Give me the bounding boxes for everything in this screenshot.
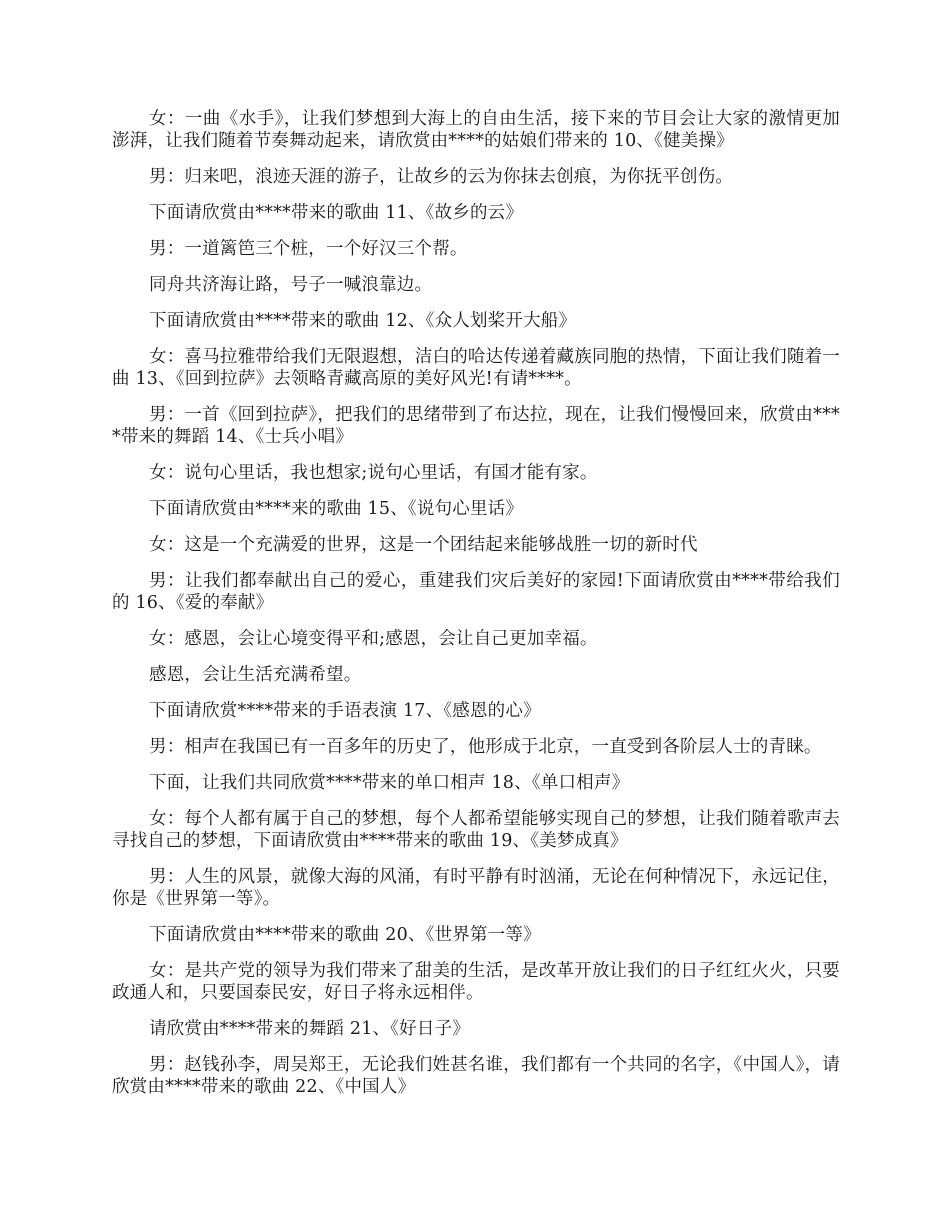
paragraph: 感恩，会让生活充满希望。 bbox=[149, 665, 362, 685]
paragraph: 女：每个人都有属于自己的梦想，每个人都希望能够实现自己的梦想，让我们随着歌声去寻找自己的梦想，下面请欣赏由****带来的歌曲 19、《美梦成真》 bbox=[112, 809, 840, 851]
paragraph: 男：让我们都奉献出自己的爱心，重建我们灾后美好的家园!下面请欣赏由****带给我们的 16、《爱的奉献》 bbox=[112, 571, 840, 613]
paragraph: 女：说句心里话，我也想家;说句心里话，有国才能有家。 bbox=[149, 463, 598, 483]
paragraph: 下面请欣赏****带来的手语表演 17、《感恩的心》 bbox=[149, 701, 541, 721]
paragraph: 男：一首《回到拉萨》，把我们的思绪带到了布达拉，现在，让我们慢慢回来，欣赏由****带来的舞蹈 14、《士兵小唱》 bbox=[112, 405, 840, 447]
paragraph: 女：感恩，会让心境变得平和;感恩，会让自己更加幸福。 bbox=[149, 629, 598, 649]
paragraph: 下面请欣赏由****带来的歌曲 20、《世界第一等》 bbox=[149, 925, 541, 945]
paragraph: 男：人生的风景，就像大海的风涌，有时平静有时汹涌，无论在何种情况下，永远记住，你是《世界第一等》。 bbox=[112, 867, 840, 909]
paragraph: 男：赵钱孙李，周吴郑王，无论我们姓甚名谁，我们都有一个共同的名字，《中国人》，请欣赏由****带来的歌曲 22、《中国人》 bbox=[112, 1055, 840, 1097]
paragraph: 下面请欣赏由****带来的歌曲 12、《众人划桨开大船》 bbox=[149, 311, 577, 331]
paragraph: 男：一道篱笆三个桩，一个好汉三个帮。 bbox=[149, 239, 468, 259]
paragraph: 下面请欣赏由****来的歌曲 15、《说句心里话》 bbox=[149, 499, 524, 519]
paragraph: 下面，让我们共同欣赏****带来的单口相声 18、《单口相声》 bbox=[149, 773, 630, 793]
document-body bbox=[112, 108, 840, 1112]
paragraph: 请欣赏由****带来的舞蹈 21、《好日子》 bbox=[149, 1019, 470, 1039]
paragraph: 下面请欣赏由****带来的歌曲 11、《故乡的云》 bbox=[149, 203, 524, 223]
paragraph: 女：这是一个充满爱的世界，这是一个团结起来能够战胜一切的新时代 bbox=[149, 535, 698, 555]
paragraph: 同舟共济海让路，号子一喊浪靠边。 bbox=[149, 275, 433, 295]
paragraph: 男：相声在我国已有一百多年的历史了，他形成于北京，一直受到各阶层人士的青睐。 bbox=[149, 737, 822, 757]
paragraph: 男：归来吧，浪迹天涯的游子，让故乡的云为你抹去创痕，为你抚平创伤。 bbox=[149, 167, 734, 187]
paragraph: 女：喜马拉雅带给我们无限遐想，洁白的哈达传递着藏族同胞的热情，下面让我们随着一曲 13、《回到拉萨》去领略青藏高原的美好风光!有请****。 bbox=[112, 347, 840, 389]
paragraph: 女：是共产党的领导为我们带来了甜美的生活，是改革开放让我们的日子红红火火，只要政通人和，只要国泰民安，好日子将永远相伴。 bbox=[112, 961, 840, 1003]
paragraph: 女：一曲《水手》，让我们梦想到大海上的自由生活，接下来的节目会让大家的激情更加澎湃，让我们随着节奏舞动起来，请欣赏由****的姑娘们带来的 10、《健美操》 bbox=[112, 109, 840, 151]
